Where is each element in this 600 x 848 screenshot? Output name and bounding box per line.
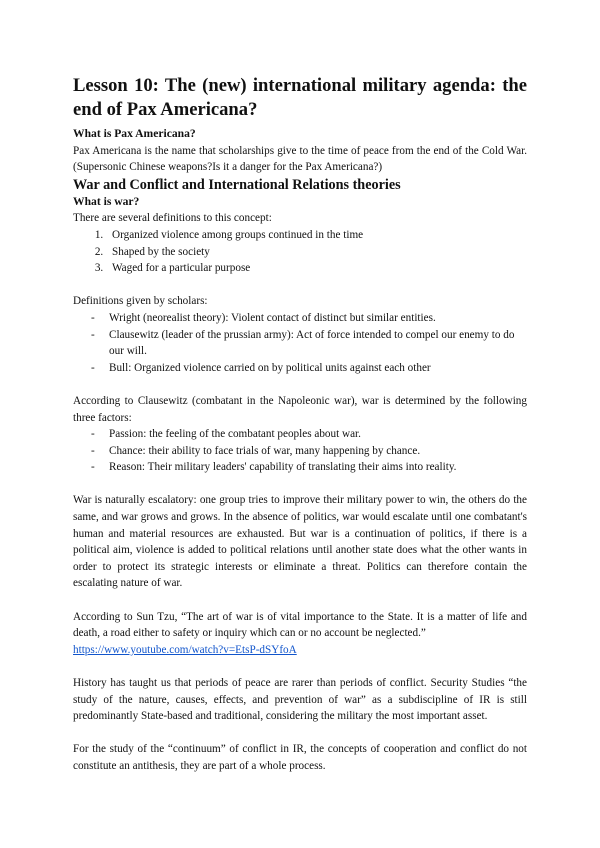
war-conflict-heading: War and Conflict and International Relations theories <box>73 176 401 193</box>
list-item: - Clausewitz (leader of the prussian army): Act of force intended to compel our enemy to do our will. <box>73 327 527 360</box>
clausewitz-intro: According to Clausewitz (combatant in the Napoleonic war), war is determined by the following three factors: <box>73 394 527 424</box>
scholars-list <box>73 310 527 376</box>
pax-americana-heading: What is Pax Americana? <box>73 127 196 140</box>
list-item: 2. Shaped by the society <box>106 244 527 261</box>
list-item: - Passion: the feeling of the combatant peoples about war. <box>73 426 527 443</box>
factors-list <box>73 426 527 476</box>
list-item: 3. Waged for a particular purpose <box>106 260 527 277</box>
definitions-list <box>73 227 527 277</box>
scholars-intro: Definitions given by scholars: <box>73 295 208 308</box>
list-item: - Bull: Organized violence carried on by political units against each other <box>73 360 527 377</box>
escalation-paragraph: War is naturally escalatory: one group tries to improve their military power to win, the others do the same, and war grows and grows. In the absence of politics, war would escalate until one combatant's human and material resources are exhausted. But war is a continuation of politics, if there is a political aim, violence is added to political relations until another state does what the other wants in order to protect its strategic interests or eliminate a threat. Politics can therefore contain the escalating nature of war. <box>73 494 527 590</box>
list-item: - Wright (neorealist theory): Violent contact of distinct but similar entities. <box>73 310 527 327</box>
what-is-war-heading: What is war? <box>73 194 140 208</box>
pax-americana-paragraph: Pax Americana is the name that scholarships give to the time of peace from the end of the Cold War. (Supersonic Chinese weapons?Is it a danger for the Pax Americana?) <box>73 144 527 174</box>
list-item: - Chance: their ability to face trials of war, many happening by chance. <box>73 443 527 460</box>
lesson-title: Lesson 10: The (new) international military agenda: the end of Pax Americana? <box>73 75 527 120</box>
continuum-paragraph: For the study of the “continuum” of conflict in IR, the concepts of cooperation and conflict do not constitute an antithesis, they are part of a whole process. <box>73 743 527 772</box>
youtube-link[interactable]: https://www.youtube.com/watch?v=EtsP-dSYfoA <box>73 643 297 656</box>
list-item: - Reason: Their military leaders' capability of translating their aims into reality. <box>73 459 527 476</box>
sun-tzu-paragraph: According to Sun Tzu, “The art of war is of vital importance to the State. It is a matter of life and death, a road either to safety or inquiry which can or no account be neglected.” <box>73 610 527 640</box>
history-paragraph: History has taught us that periods of peace are rarer than periods of conflict. Security Studies “the study of the nature, causes, effects, and prevention of war” as a subdiscipline of IR is still predominantly State-based and traditional, considering the military the most important asset. <box>73 677 527 723</box>
list-item: 1. Organized violence among groups continued in the time <box>106 227 527 244</box>
definitions-intro: There are several definitions to this concept: <box>73 212 272 225</box>
